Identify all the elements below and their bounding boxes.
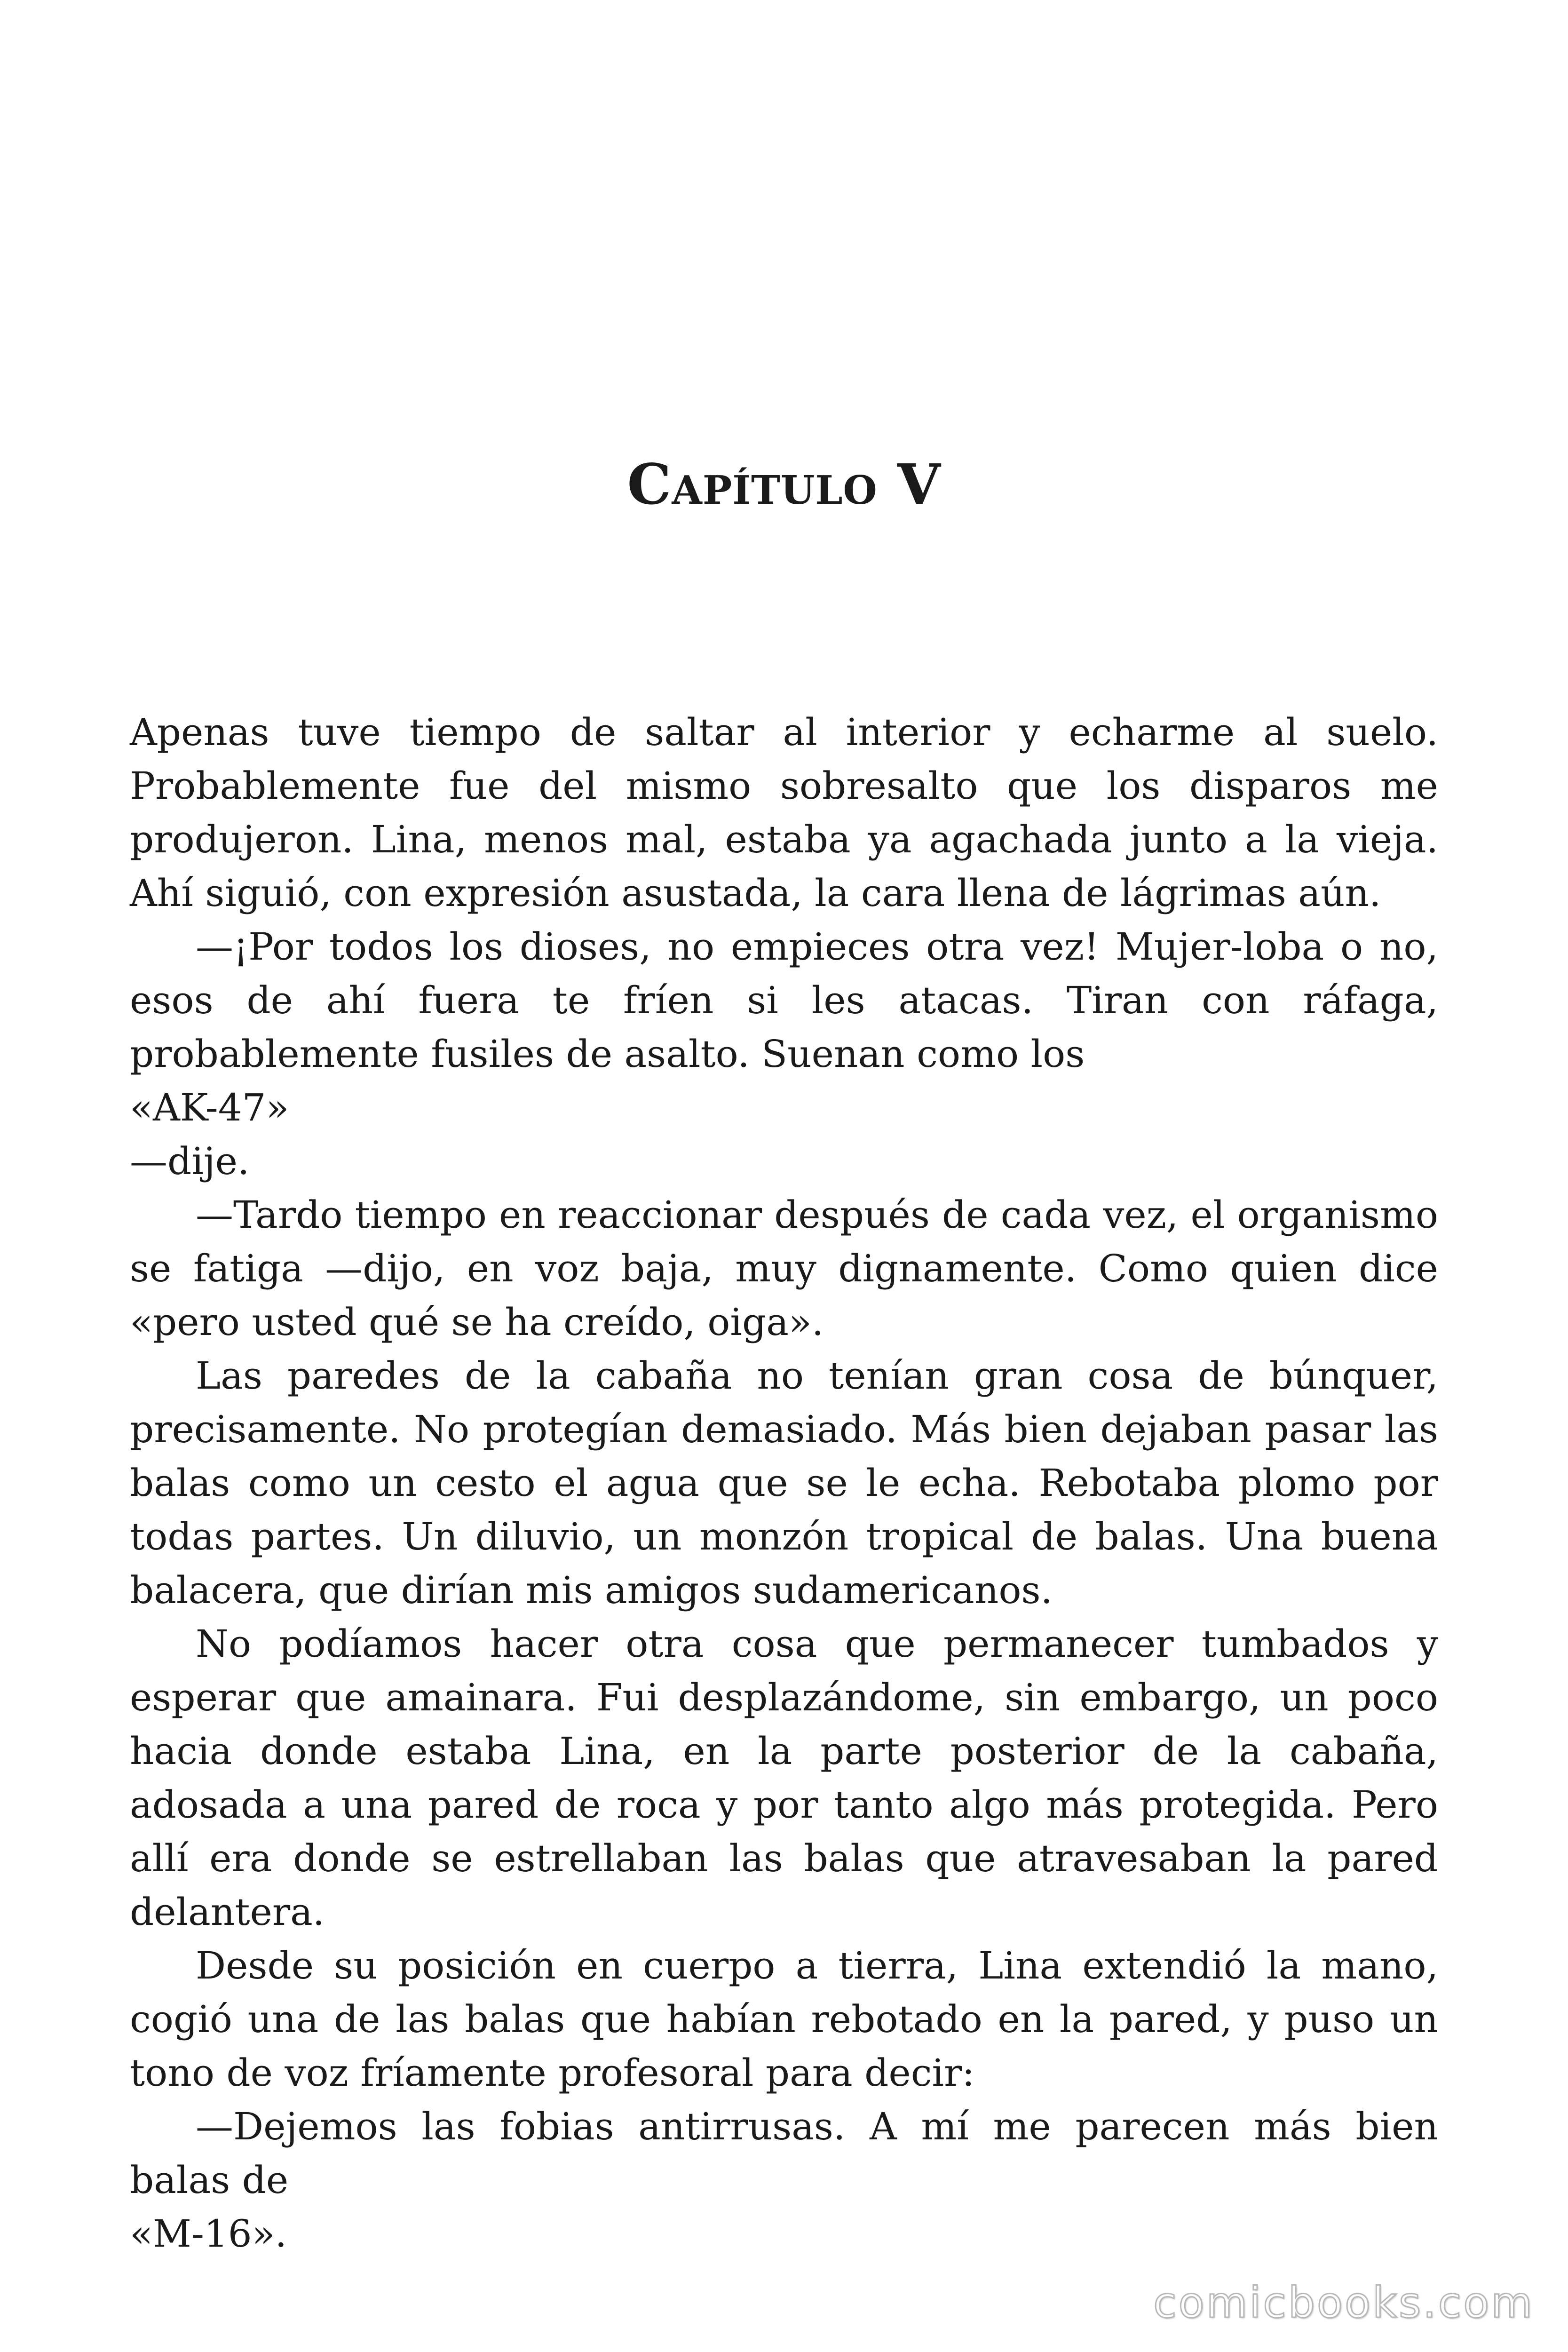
paragraph: Desde su posición en cuerpo a tierra, Lina extendió la mano, cogió una de las balas que habían rebotado en la pared, y puso un tono de voz fríamente profesoral para decir: bbox=[130, 1944, 1438, 2095]
paragraph: No podíamos hacer otra cosa que permanecer tumbados y esperar que amainara. Fui desplazándome, sin embargo, un poco hacia donde estaba Lina, en la parte posterior de la cabaña, adosada a una pared de roca y por tanto algo más protegida. Pero allí era donde se estrellaban las balas que atravesaban la pared delantera. bbox=[130, 1622, 1438, 1934]
paragraph: —¡Por todos los dioses, no empieces otra vez! Mujer-loba o no, esos de ahí fuera te fríen si les atacas. Tiran con ráfaga, probablemente fusiles de asalto. Suenan como los bbox=[130, 925, 1438, 1076]
paragraph: Apenas tuve tiempo de saltar al interior y echarme al suelo. Probablemente fue del mismo sobresalto que los disparos me produjeron. Lina, menos mal, estaba ya agachada junto a la vieja. Ahí siguió, con expresión asustada, la cara llena de lágrimas aún. bbox=[130, 710, 1438, 915]
chapter-body bbox=[130, 706, 1438, 2261]
paragraph: Las paredes de la cabaña no tenían gran cosa de búnquer, precisamente. No protegían demasiado. Más bien dejaban pasar las balas como un cesto el agua que se le echa. Rebotaba plomo por todas partes. Un diluvio, un monzón tropical de balas. Una buena balacera, que dirían mis amigos sudamericanos. bbox=[130, 1354, 1438, 1612]
text-line: «M-16». bbox=[130, 2212, 287, 2256]
text-line: —dije. bbox=[130, 1139, 250, 1183]
watermark-logo: comicbooks.com bbox=[1153, 2278, 1534, 2328]
text-line: «AK-47» bbox=[130, 1086, 289, 1129]
paragraph: —Dejemos las fobias antirrusas. A mí me parecen más bien balas de bbox=[130, 2105, 1438, 2202]
paragraph: —Tardo tiempo en reaccionar después de cada vez, el organismo se fatiga —dijo, en voz baja, muy dignamente. Como quien dice «pero usted qué se ha creído, oiga». bbox=[130, 1193, 1438, 1344]
chapter-title: Capítulo V bbox=[627, 452, 941, 517]
